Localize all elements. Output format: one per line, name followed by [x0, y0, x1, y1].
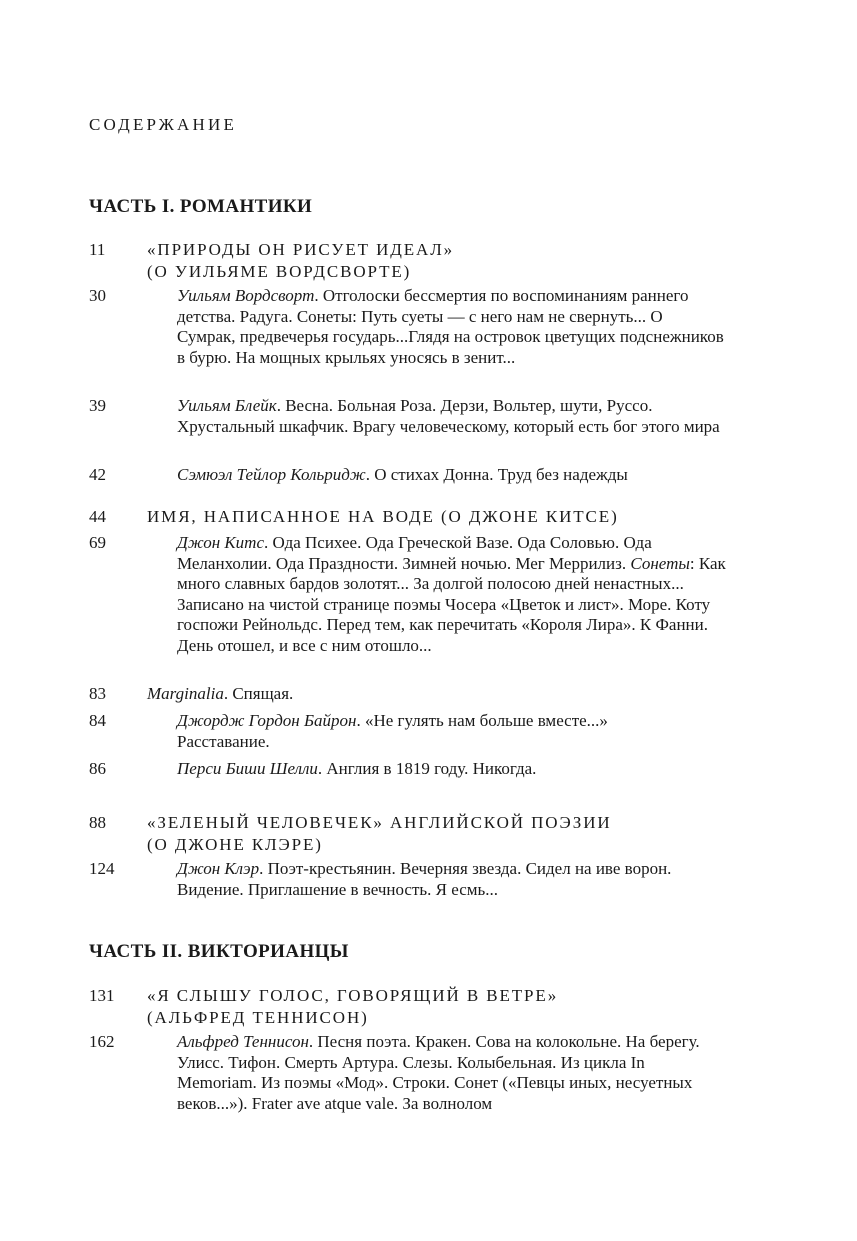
author-name: Джон Клэр	[177, 859, 260, 878]
essay-title: ИМЯ, НАПИСАННОЕ НА ВОДЕ (О ДЖОНЕ КИТСЕ)	[147, 507, 619, 526]
essay-title: «Я СЛЫШУ ГОЛОС, ГОВОРЯЩИЙ В ВЕТРЕ» (АЛЬФРЕД ТЕННИСОН)	[147, 986, 559, 1027]
toc-entry-essay[interactable]	[89, 985, 797, 1029]
page-number: 30	[89, 286, 106, 305]
poem-list: Уильям Вордсворт. Отголоски бессмертия по воспоминаниям раннего детства. Радуга. Сонеты: Путь суеты — с него нам не свернуть... О Сумрак, предвечерья государь...Глядя на островок цветущих подснежников в бурю. На мощных крыльях уносясь в зенит...	[177, 286, 724, 367]
toc-entry-essay[interactable]	[89, 506, 797, 528]
toc-entry-essay[interactable]	[89, 239, 797, 283]
author-name: Сэмюэл Тейлор Кольридж	[177, 465, 366, 484]
page-number: 44	[89, 507, 106, 526]
part-title-romantics: ЧАСТЬ I. РОМАНТИКИ	[89, 196, 313, 217]
toc-entry-poems[interactable]	[89, 859, 797, 900]
poem-list: Альфред Теннисон. Песня поэта. Кракен. Сова на колокольне. На берегу. Улисс. Тифон. Смерть Артура. Слезы. Колыбельная. Из цикла In Memoriam. Из поэмы «Мод». Строки. Сонет («Певцы иных, несуетных веков...»). Frater ave atque vale. За волнолом	[177, 1032, 700, 1113]
page-number: 42	[89, 465, 106, 484]
poem-list: Перси Биши Шелли. Англия в 1819 году. Никогда.	[177, 759, 537, 778]
author-name: Джордж Гордон Байрон	[177, 711, 357, 730]
toc-entry-essay[interactable]	[89, 812, 797, 856]
part-title-victorians: ЧАСТЬ II. ВИКТОРИАНЦЫ	[89, 941, 349, 962]
author-name: Marginalia	[147, 684, 224, 703]
page-number: 162	[89, 1032, 115, 1051]
toc-entry-poems[interactable]	[89, 533, 797, 657]
toc-entry-poems[interactable]	[89, 465, 797, 486]
page-number: 83	[89, 684, 106, 703]
page-heading: СОДЕРЖАНИЕ	[89, 115, 238, 134]
poem-list: Уильям Блейк. Весна. Больная Роза. Дерзи, Вольтер, шути, Руссо. Хрустальный шкафчик. Врагу человеческому, который есть бог этого мира	[177, 396, 720, 436]
page-number: 131	[89, 986, 115, 1005]
essay-title: «ЗЕЛЕНЫЙ ЧЕЛОВЕЧЕК» АНГЛИЙСКОЙ ПОЭЗИИ (О ДЖОНЕ КЛЭРЕ)	[147, 813, 612, 854]
author-name: Уильям Блейк	[177, 396, 277, 415]
author-name: Джон Китс	[177, 533, 265, 552]
essay-title: «ПРИРОДЫ ОН РИСУЕТ ИДЕАЛ» (О УИЛЬЯМЕ ВОРДСВОРТЕ)	[147, 240, 455, 281]
poem-list: Джордж Гордон Байрон. «Не гулять нам больше вместе...» Расставание.	[177, 711, 608, 751]
poem-list: Джон Китс. Ода Психее. Ода Греческой Вазе. Ода Соловью. Ода Меланхолии. Ода Праздности. Зимней ночью. Мег Меррилиз. Сонеты: Как много славных бардов золотят... За долгой полосою дней ненастных... Записано на чистой странице поэмы Чосера «Цветок и лист». Море. Коту госпожи Рейнольдс. Перед тем, как перечитать «Короля Лира». К Фанни. День отошел, и все с ним отошло...	[177, 533, 726, 655]
page-number: 11	[89, 240, 106, 259]
toc-entry-poems[interactable]	[89, 759, 797, 780]
toc-entry-poems[interactable]	[89, 1032, 797, 1114]
page-number: 39	[89, 396, 106, 415]
page-number: 124	[89, 859, 115, 878]
author-name: Альфред Теннисон	[177, 1032, 309, 1051]
author-name: Уильям Вордсворт	[177, 286, 315, 305]
poem-list: Сэмюэл Тейлор Кольридж. О стихах Донна. Труд без надежды	[177, 465, 628, 484]
toc-entry-poems[interactable]	[89, 286, 797, 368]
author-name: Перси Биши Шелли	[177, 759, 318, 778]
poem-list: Джон Клэр. Поэт-крестьянин. Вечерняя звезда. Сидел на иве ворон. Видение. Приглашение в вечность. Я есмь...	[177, 859, 672, 899]
toc-entry-poems[interactable]	[89, 396, 797, 437]
page-number: 84	[89, 711, 106, 730]
toc-entry-poems[interactable]	[89, 711, 797, 752]
page-number: 69	[89, 533, 106, 552]
toc-entry-poems[interactable]	[89, 684, 797, 705]
poem-list: Marginalia. Спящая.	[147, 684, 294, 703]
page-number: 86	[89, 759, 106, 778]
page-number: 88	[89, 813, 106, 832]
